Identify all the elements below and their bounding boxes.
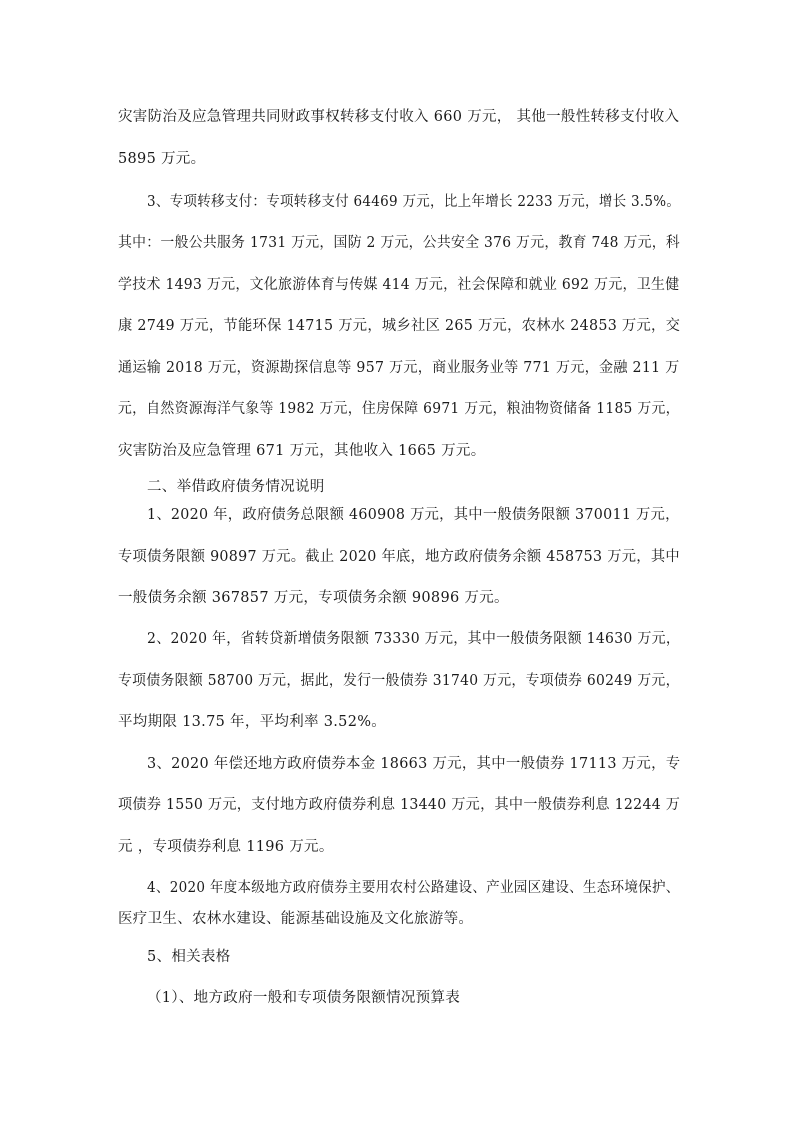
line-text: 平均期限 13.75 年，平均利率 3.52%。 — [118, 714, 387, 730]
line-text: 专项债务限额 58700 万元，据此，发行一般债券 31740 万元，专项债券 60249 万元， — [118, 673, 680, 689]
paragraph-line — [0, 272, 793, 298]
line-text: 一般债务余额 367857 万元，专项债务余额 90896 万元。 — [118, 590, 509, 606]
section-heading-text: 二、举借政府债务情况说明 — [147, 479, 325, 495]
paragraph-line — [0, 355, 793, 381]
paragraph-line — [0, 668, 793, 694]
line-text: 3、专项转移支付：专项转移支付 64469 万元，比上年增长 2233 万元，增长 3.5%。 — [147, 194, 681, 210]
line-text: 4、2020 年度本级地方政府债券主要用农村公路建设、产业园区建设、生态环境保护、 — [147, 880, 680, 896]
paragraph-line — [0, 792, 793, 818]
section-heading-text: 5、相关表格 — [147, 949, 231, 965]
paragraph-line — [0, 544, 793, 570]
paragraph-line — [0, 230, 793, 256]
line-text: 灾害防治及应急管理共同财政事权转移支付收入 660 万元， 其他一般性转移支付收入 — [118, 109, 680, 125]
line-text: 2、2020 年，省转贷新增债务限额 73330 万元，其中一般债务限额 14630 万元， — [147, 631, 681, 647]
paragraph-line — [0, 438, 793, 464]
line-text: 1、2020 年，政府债务总限额 460908 万元，其中一般债务限额 370011 万元， — [147, 507, 680, 523]
paragraph-line — [0, 396, 793, 422]
paragraph-line — [0, 626, 793, 652]
paragraph-line — [0, 709, 793, 735]
paragraph-line — [0, 146, 793, 172]
line-text: 5895 万元。 — [118, 151, 206, 167]
line-text: 元 ，专项债券利息 1196 万元。 — [118, 839, 334, 855]
line-text: 其中：一般公共服务 1731 万元，国防 2 万元，公共安全 376 万元，教育 748 万元，科 — [118, 235, 681, 251]
table-caption-text: （1）、地方政府一般和专项债务限额情况预算表 — [147, 990, 461, 1006]
line-text: 医疗卫生、农林水建设、能源基础设施及文化旅游等。 — [118, 911, 474, 927]
line-text: 3、2020 年偿还地方政府债券本金 18663 万元，其中一般债券 17113 万元，专 — [147, 756, 681, 772]
paragraph-line — [0, 189, 793, 215]
line-text: 项债券 1550 万元，支付地方政府债券利息 13440 万元，其中一般债券利息 12244 万 — [118, 797, 681, 813]
line-text: 通运输 2018 万元，资源勘探信息等 957 万元，商业服务业等 771 万元，金融 211 万 — [118, 360, 680, 376]
paragraph-line — [0, 585, 793, 611]
line-text: 元，自然资源海洋气象等 1982 万元，住房保障 6971 万元，粮油物资储备 1185 万元， — [118, 401, 680, 417]
paragraph-line — [0, 751, 793, 777]
paragraph-line — [0, 313, 793, 339]
line-text: 专项债务限额 90897 万元。截止 2020 年底，地方政府债务余额 458753 万元，其中 — [118, 549, 680, 565]
line-text: 灾害防治及应急管理 671 万元，其他收入 1665 万元。 — [118, 443, 486, 459]
paragraph-line — [0, 502, 793, 528]
paragraph-line — [0, 906, 793, 932]
section-heading — [0, 944, 793, 970]
section-heading — [0, 474, 793, 500]
line-text: 学技术 1493 万元，文化旅游体育与传媒 414 万元，社会保障和就业 692 万元，卫生健 — [118, 277, 680, 293]
paragraph-line — [0, 834, 793, 860]
paragraph-line — [0, 104, 793, 130]
table-caption — [0, 985, 793, 1011]
line-text: 康 2749 万元，节能环保 14715 万元，城乡社区 265 万元，农林水 24853 万元，交 — [118, 318, 681, 334]
paragraph-line — [0, 875, 793, 901]
